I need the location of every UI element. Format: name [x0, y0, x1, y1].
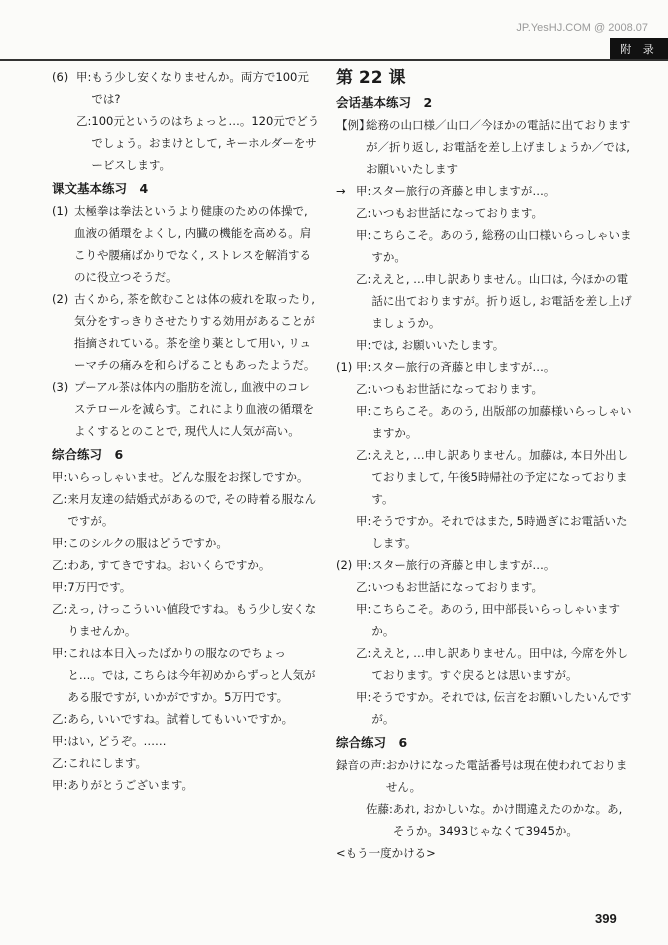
speaker: 甲:	[52, 646, 68, 660]
dialog-line	[336, 444, 636, 510]
speaker: 甲:	[356, 360, 372, 374]
dialog-text: いらっしゃいませ。どんな服をお探しですか。	[67, 470, 309, 484]
speaker: 甲:	[52, 536, 68, 550]
dialog-line	[52, 576, 320, 598]
speaker: 甲:	[52, 734, 68, 748]
dialog-text: もう少し安くなりませんか。両方で100元では?	[91, 70, 309, 106]
dialog-text: これは本日入ったばかりの服なのでちょっと…。では, こちらは今年初めからずっと人気がある服ですが, いかがですか。5万円です。	[67, 646, 316, 704]
example-label: 【例】	[336, 118, 371, 132]
dialog-text: スター旅行の斉藤と申しますが…。	[371, 360, 556, 374]
dialog-line	[52, 466, 320, 488]
item-number: (1)	[336, 360, 353, 374]
speaker: 甲:	[356, 602, 372, 616]
dialog-line	[336, 224, 636, 268]
arrow-icon: →	[336, 184, 346, 198]
speaker: 甲:	[356, 184, 372, 198]
left-column	[52, 66, 320, 796]
dialog-text: そうですか。それでは, 伝言をお願いしたいんですが。	[371, 690, 632, 726]
dialog-line	[336, 334, 636, 356]
dialog-text: えっ, けっこういい値段ですね。もう少し安くなりませんか。	[67, 602, 317, 638]
dialog-text: 7万円です。	[67, 580, 132, 594]
dialog-text: これにします。	[67, 756, 147, 770]
section-heading: 会话基本练习 2	[336, 95, 433, 110]
dialog-text: ええと, …申し訳ありません。山口は, 今ほかの電話に出ておりますが。折り返し, お電話を差し上げましょうか。	[371, 272, 632, 330]
dialog-text: では, お願いいたします。	[371, 338, 505, 352]
item-number: (2)	[52, 292, 69, 306]
item-number: (6)	[52, 70, 69, 84]
speaker: 乙:	[52, 492, 68, 506]
watermark: JP.YesHJ.COM @ 2008.07	[516, 22, 648, 34]
dialog-line	[52, 488, 320, 532]
dialog-text: あれ, おかしいな。かけ間違えたのかな。あ, そうか。3493じゃなくて3945か。	[392, 802, 623, 838]
section-heading: 综合练习 6	[52, 447, 124, 462]
dialog-text: こちらこそ。あのう, 総務の山口様いらっしゃいますか。	[371, 228, 632, 264]
stage-direction	[336, 842, 636, 864]
right-column	[336, 66, 636, 864]
dialog-line	[52, 774, 320, 796]
speaker: 甲:	[356, 514, 372, 528]
dialog-line	[52, 730, 320, 752]
dialog-line	[52, 532, 320, 554]
dialog-line	[336, 576, 636, 598]
dialog-line	[336, 510, 636, 554]
dialog-line	[336, 598, 636, 642]
section-heading: 综合练习 6	[336, 735, 408, 750]
dialog-text: 100元というのはちょっと…。120元でどうでしょう。おまけとして, キーホルダーをサービスします。	[91, 114, 320, 172]
appendix-tab: 附 录	[610, 38, 668, 60]
speaker: 甲:	[52, 470, 68, 484]
dialog-line	[52, 752, 320, 774]
dialog-line	[52, 708, 320, 730]
speaker: 乙:	[356, 580, 372, 594]
speaker: 佐藤:	[366, 802, 393, 816]
speaker: 乙:	[356, 206, 372, 220]
speaker: 乙:	[356, 646, 372, 660]
dialog-text: 来月友達の結婚式があるので, その時着る服なんですが。	[67, 492, 317, 528]
item-6-line-1	[52, 66, 320, 110]
speaker: 乙:	[52, 602, 68, 616]
dialog-text: ええと, …申し訳ありません。田中は, 今席を外しております。すぐ戻るとは思いますが。	[371, 646, 629, 682]
dialog-text: はい, どうぞ。……	[67, 734, 167, 748]
dialog-line	[336, 268, 636, 334]
dialog-line	[52, 554, 320, 576]
speaker: 甲:	[52, 580, 68, 594]
exercise-text: 古くから, 茶を飲むことは体の疲れを取ったり, 気分をすっきりさせたりする効用があることが指摘されている。茶を塗り薬として用い, リューマチの痛みを和らげることもあったようだ。	[74, 292, 316, 372]
dialog-line	[336, 798, 636, 842]
page-number: 399	[595, 911, 617, 926]
speaker: 甲:	[52, 778, 68, 792]
speaker: 甲:	[76, 70, 92, 84]
speaker: 乙:	[52, 558, 68, 572]
dialog-text: こちらこそ。あのう, 田中部長いらっしゃいますか。	[371, 602, 620, 638]
speaker: 乙:	[76, 114, 92, 128]
speaker: 甲:	[356, 690, 372, 704]
dialog-text: いつもお世話になっております。	[371, 382, 543, 396]
dialog-line	[336, 754, 636, 798]
exercise-item	[52, 288, 320, 376]
item-number: (2)	[336, 558, 353, 572]
exercise-item	[52, 376, 320, 442]
dialog-line	[336, 642, 636, 686]
dialog-line	[336, 378, 636, 400]
dialog-line	[336, 180, 636, 202]
dialog-line	[336, 356, 636, 378]
lesson-title: 第 22 课	[336, 68, 406, 88]
dialog-text: ありがとうございます。	[67, 778, 193, 792]
dialog-text: いつもお世話になっております。	[371, 206, 543, 220]
exercise-text: プーアル茶は体内の脂肪を流し, 血液中のコレステロールを減らす。これにより血液の循環をよくするとのことで, 現代人に人気が高い。	[74, 380, 315, 438]
dialog-text: いつもお世話になっております。	[371, 580, 543, 594]
dialog-text: スター旅行の斉藤と申しますが…。	[371, 184, 556, 198]
dialog-text: おかけになった電話番号は現在使われておりません。	[385, 758, 628, 794]
dialog-text: そうですか。それではまた, 5時過ぎにお電話いたします。	[371, 514, 628, 550]
dialog-line	[52, 598, 320, 642]
dialog-text: こちらこそ。あのう, 出版部の加藤様いらっしゃいますか。	[371, 404, 632, 440]
speaker: 乙:	[356, 382, 372, 396]
dialog-line	[336, 686, 636, 730]
header-rule	[0, 59, 668, 61]
dialog-text: あら, いいですね。試着してもいいですか。	[67, 712, 294, 726]
speaker: 乙:	[356, 272, 372, 286]
dialog-text: わあ, すてきですね。おいくらですか。	[67, 558, 271, 572]
closing-text: <もう一度かける>	[336, 846, 436, 860]
speaker: 甲:	[356, 338, 372, 352]
dialog-line	[52, 642, 320, 708]
example-line	[336, 114, 636, 180]
item-6-line-2	[52, 110, 320, 176]
section-heading: 课文基本练习 4	[52, 181, 149, 196]
speaker: 乙:	[52, 712, 68, 726]
item-number: (3)	[52, 380, 69, 394]
speaker: 録音の声:	[336, 758, 386, 772]
dialog-text: スター旅行の斉藤と申しますが…。	[371, 558, 556, 572]
dialog-text: ええと, …申し訳ありません。加藤は, 本日外出しておりまして, 午後5時帰社の予定になっております。	[371, 448, 629, 506]
speaker: 乙:	[356, 448, 372, 462]
example-text: 総務の山口様／山口／今ほかの電話に出ておりますが／折り返し, お電話を差し上げましょうか／では, お願いいたします	[366, 118, 631, 176]
item-number: (1)	[52, 204, 69, 218]
speaker: 甲:	[356, 404, 372, 418]
exercise-text: 太極拳は拳法というより健康のための体操で, 血液の循環をよくし, 内臓の機能を高める。肩こりや腰痛ばかりでなく, ストレスを解消するのに役立つそうだ。	[74, 204, 312, 284]
speaker: 甲:	[356, 558, 372, 572]
speaker: 甲:	[356, 228, 372, 242]
speaker: 乙:	[52, 756, 68, 770]
dialog-line	[336, 554, 636, 576]
exercise-item	[52, 200, 320, 288]
dialog-text: このシルクの服はどうですか。	[67, 536, 228, 550]
dialog-line	[336, 202, 636, 224]
dialog-line	[336, 400, 636, 444]
